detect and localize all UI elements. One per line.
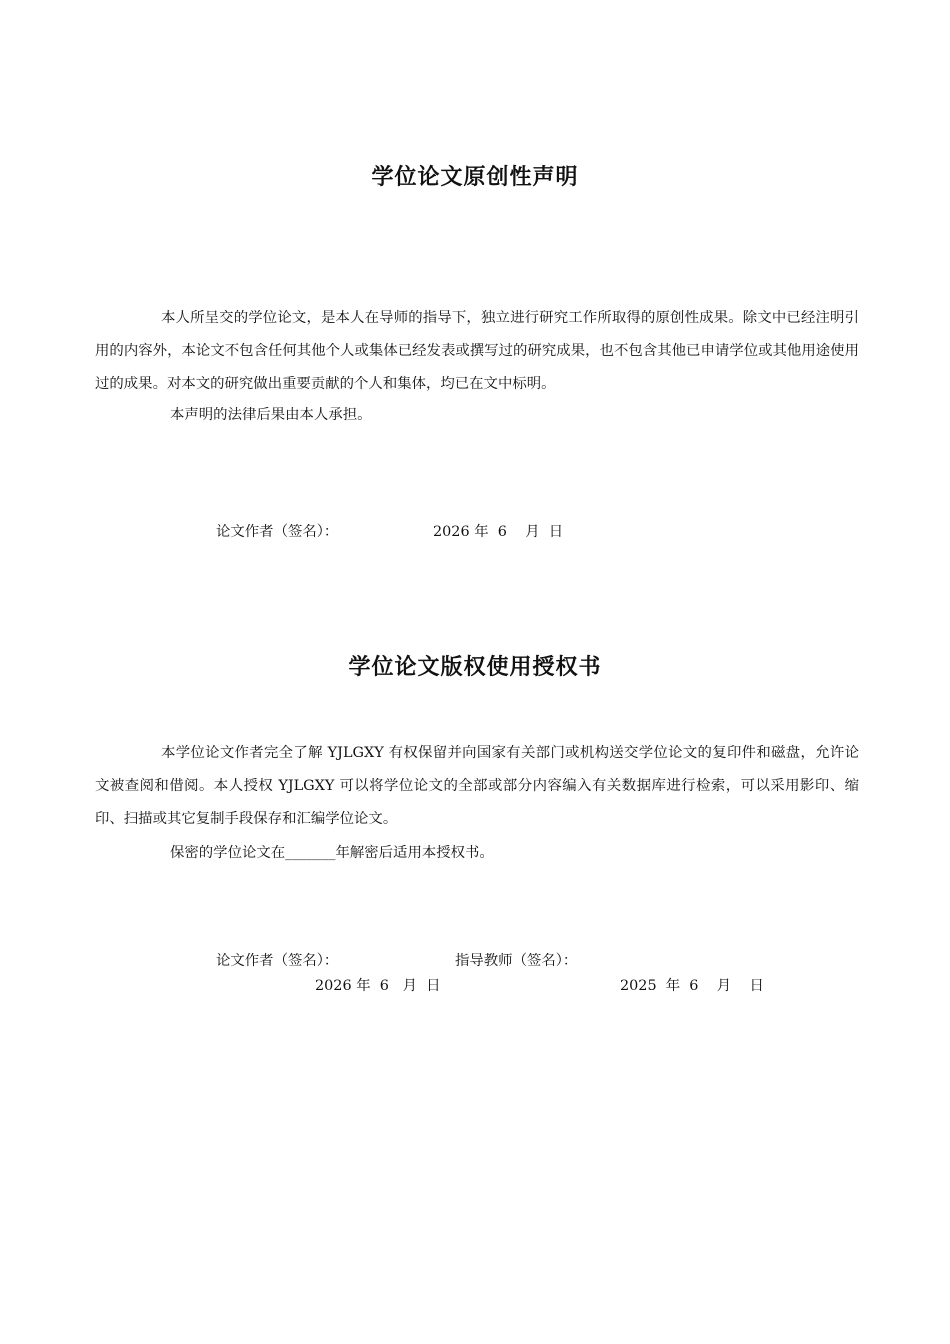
originality-declaration-paragraph: 本人所呈交的学位论文，是本人在导师的指导下，独立进行研究工作所取得的原创性成果。除文中已经注明引用的内容外，本论文不包含任何其他个人或集体已经发表或撰写过的研究成果，也不包含其他已申请学位或其他用途使用过的成果。对本文的研究做出重要贡献的个人和集体，均已在文中标明。 xyxy=(95,310,859,392)
copyright-authorization-paragraph: 本学位论文作者完全了解 YJLGXY 有权保留并向国家有关部门或机构送交学位论文的复印件和磁盘，允许论文被查阅和借阅。本人授权 YJLGXY 可以将学位论文的全部或部分内容编入有关数据库进行检索，可以采用影印、缩印、扫描或其它复制手段保存和汇编学位论文。 xyxy=(95,745,859,827)
supervisor-signature-label: 指导教师（签名）： xyxy=(455,953,578,969)
authorization-author-date: 2026 年 6 月 日 xyxy=(315,978,441,994)
authorization-author-signature-label: 论文作者（签名）： xyxy=(216,953,339,969)
supervisor-date: 2025 年 6 月 日 xyxy=(620,978,764,994)
declaration-author-signature-label: 论文作者（签名）： xyxy=(216,524,339,540)
secrecy-statement: 保密的学位论文在_______年解密后适用本授权书。 xyxy=(170,845,494,861)
originality-declaration-title: 学位论文原创性声明 xyxy=(371,165,579,190)
legal-consequence-statement: 本声明的法律后果由本人承担。 xyxy=(170,407,372,423)
declaration-signature-date: 2026 年 6 月 日 xyxy=(433,524,564,540)
copyright-authorization-title: 学位论文版权使用授权书 xyxy=(348,655,602,680)
